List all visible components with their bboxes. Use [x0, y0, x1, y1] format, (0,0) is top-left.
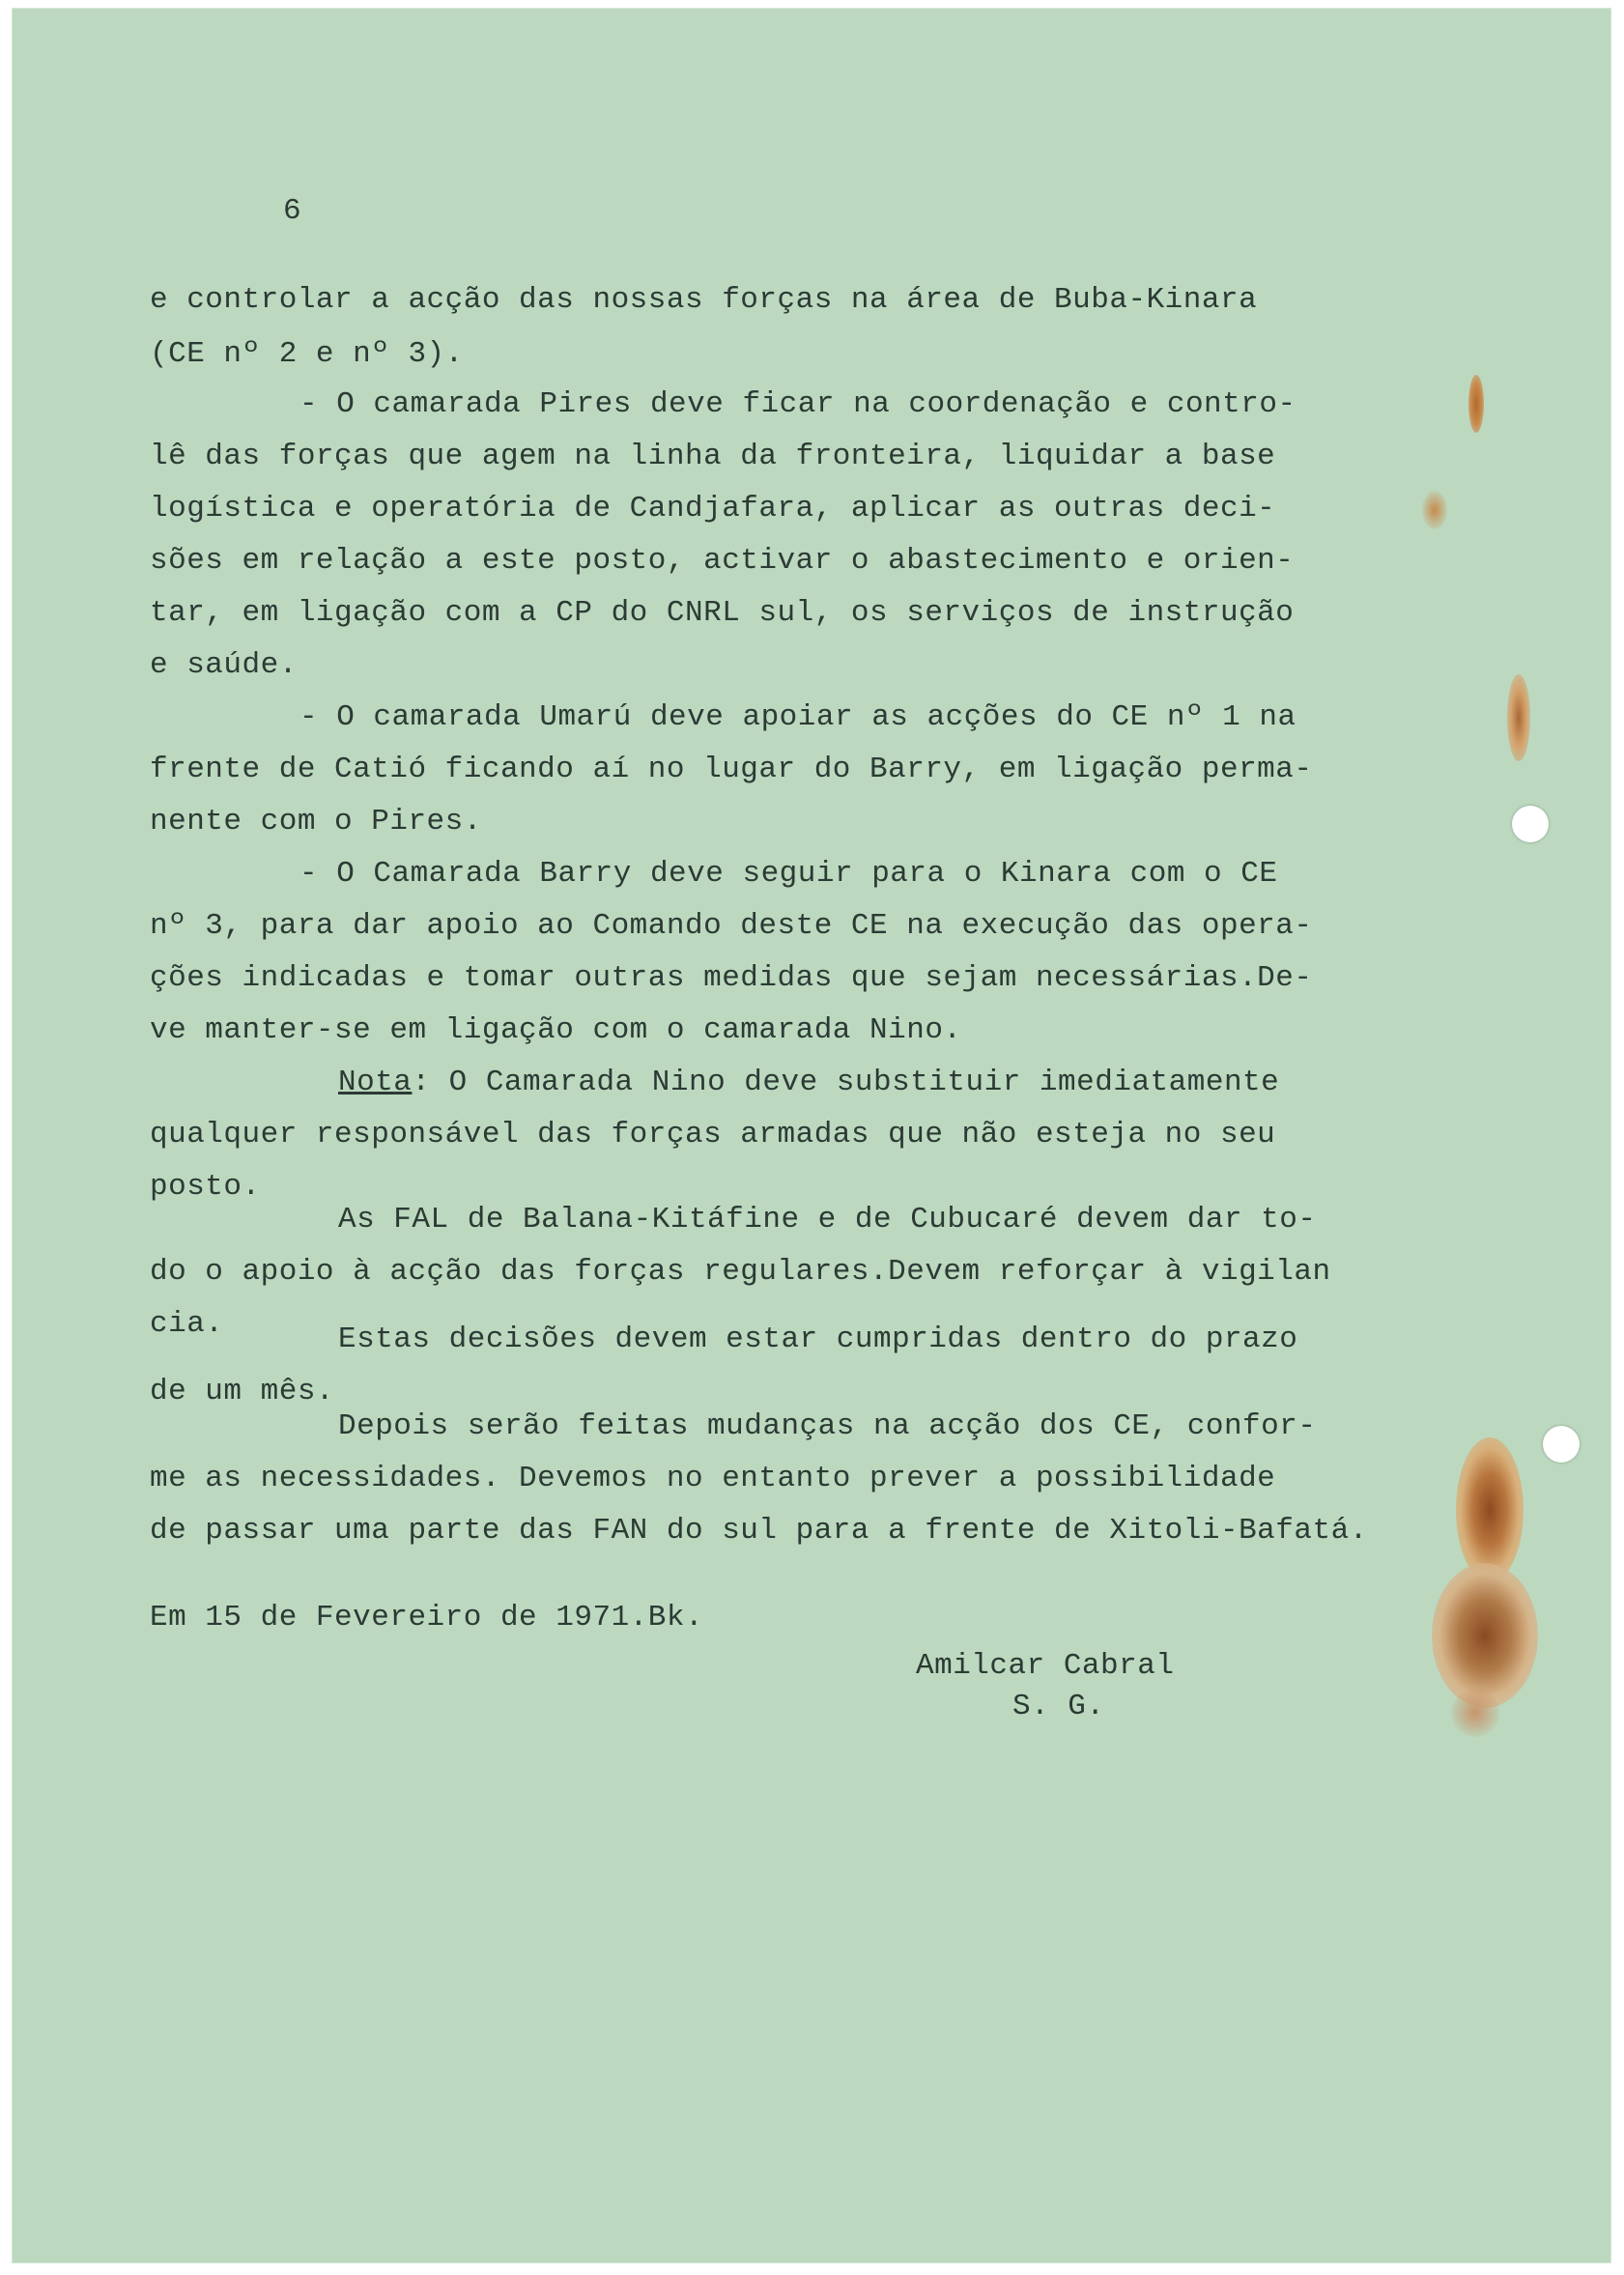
date-line: Em 15 de Fevereiro de 1971.Bk.	[150, 1601, 704, 1635]
text-line: de um mês.	[150, 1375, 335, 1408]
text-line: ve manter-se em ligação com o camarada Nino.	[150, 1013, 962, 1047]
text-line: qualquer responsável das forças armadas que não esteja no seu	[150, 1118, 1276, 1152]
text-line: e saúde.	[150, 648, 298, 682]
text-line: tar, em ligação com a CP do CNRL sul, os serviços de instrução	[150, 596, 1295, 630]
punch-hole	[1543, 1426, 1580, 1463]
text-line: me as necessidades. Devemos no entanto prever a possibilidade	[150, 1462, 1276, 1495]
text-line: de passar uma parte das FAN do sul para a frente de Xitoli-Bafatá.	[150, 1514, 1368, 1548]
page-number: 6	[283, 194, 302, 228]
text-line: nente com o Pires.	[150, 805, 482, 839]
rust-stain	[1451, 1689, 1499, 1737]
text-line: e controlar a acção das nossas forças na área de Buba-Kinara	[150, 283, 1258, 317]
text-line: lê das forças que agem na linha da fronteira, liquidar a base	[150, 440, 1276, 473]
rust-stain	[1422, 491, 1447, 529]
typed-text	[12, 8, 1368, 1723]
nota-label: Nota	[338, 1066, 413, 1099]
text-line: - O camarada Pires deve ficar na coordenação e contro-	[299, 387, 1296, 421]
rust-stain	[1432, 1563, 1538, 1708]
document-page	[12, 8, 1611, 2263]
text-line: sões em relação a este posto, activar o abastecimento e orien-	[150, 544, 1295, 578]
rust-stain	[1468, 375, 1484, 433]
signature-name: Amilcar Cabral	[916, 1649, 1175, 1683]
signature-title: S. G.	[1012, 1690, 1105, 1723]
text-line: cia.	[150, 1307, 224, 1341]
nota-text: : O Camarada Nino deve substituir imediatamente	[412, 1066, 1280, 1099]
text-line: frente de Catió ficando aí no lugar do Barry, em ligação perma-	[150, 753, 1313, 786]
text-line: posto.	[150, 1170, 261, 1204]
text-line: Depois serão feitas mudanças na acção dos CE, confor-	[338, 1409, 1317, 1443]
text-line: As FAL de Balana-Kitáfine e de Cubucaré devem dar to-	[338, 1203, 1317, 1237]
text-line: Estas decisões devem estar cumpridas dentro do prazo	[338, 1322, 1298, 1356]
nota-line	[338, 1065, 1279, 1101]
text-line: logística e operatória de Candjafara, aplicar as outras deci-	[150, 492, 1276, 526]
text-line: do o apoio à acção das forças regulares.Devem reforçar à vigilan	[150, 1255, 1331, 1289]
rust-stain	[1507, 674, 1530, 761]
text-line: nº 3, para dar apoio ao Comando deste CE na execução das opera-	[150, 909, 1313, 943]
text-line: ções indicadas e tomar outras medidas que sejam necessárias.De-	[150, 961, 1313, 995]
text-line: (CE nº 2 e nº 3).	[150, 337, 464, 371]
rust-stain	[1456, 1437, 1524, 1582]
punch-hole	[1512, 806, 1549, 842]
text-line: - O Camarada Barry deve seguir para o Kinara com o CE	[299, 857, 1278, 891]
text-line: - O camarada Umarú deve apoiar as acções do CE nº 1 na	[299, 700, 1296, 734]
